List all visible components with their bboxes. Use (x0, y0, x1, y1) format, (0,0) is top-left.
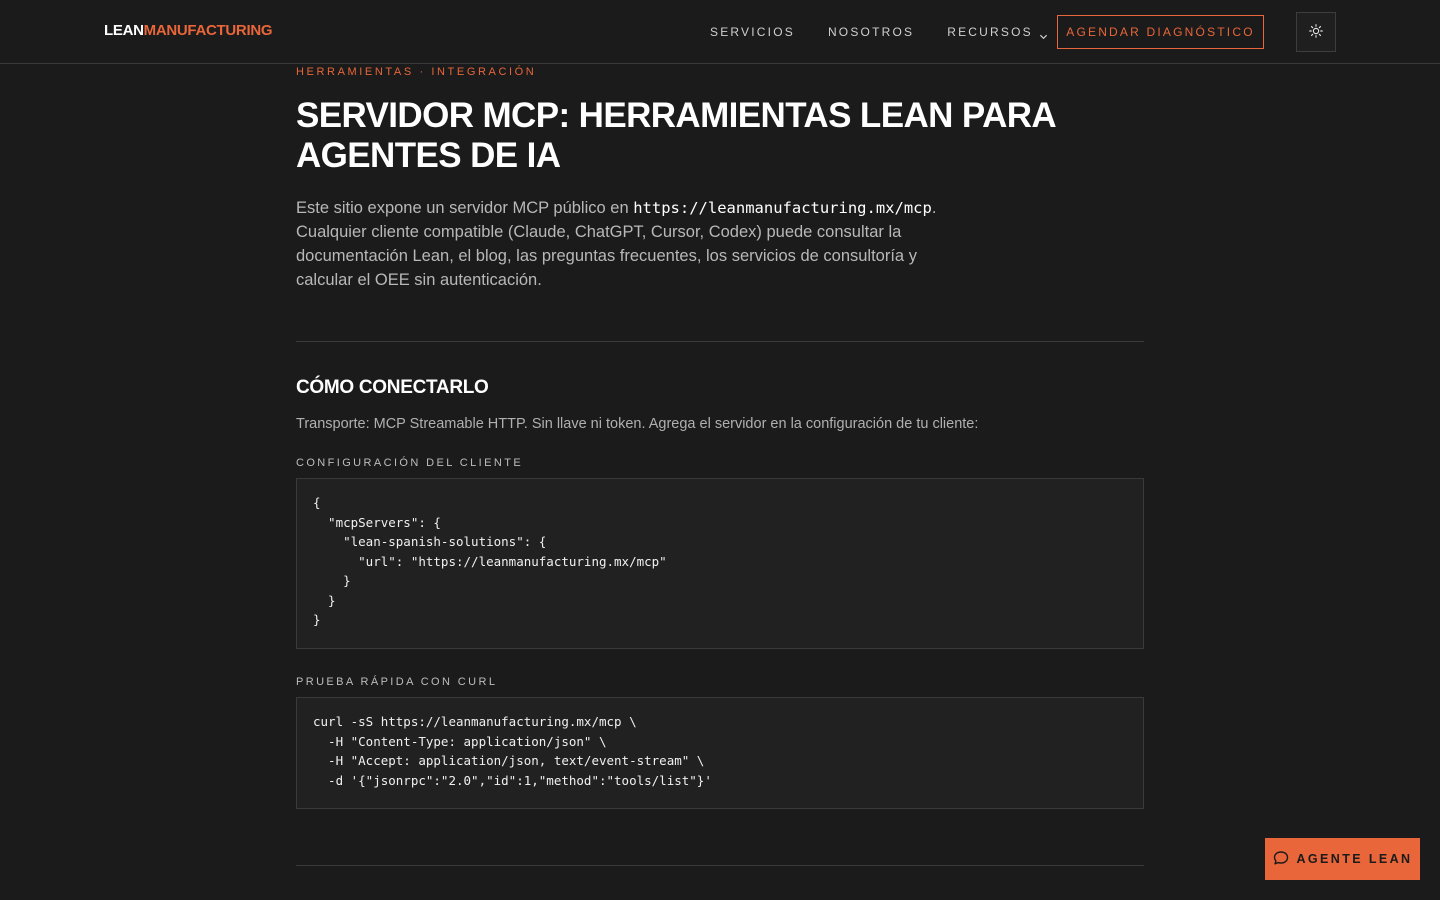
nav-item-recursos[interactable] (947, 23, 1048, 41)
chat-bubble-icon (1273, 850, 1289, 869)
section-divider-bottom (296, 865, 1144, 866)
nav-item-label: RECURSOS (947, 25, 1033, 39)
logo-text-manufacturing: MANUFACTURING (143, 22, 273, 39)
curl-code-block[interactable]: curl -sS https://leanmanufacturing.mx/mcp \ -H "Content-Type: application/json" \ -H "Accept: application/json, text/event-stream" \ -d '{"jsonrpc":"2.0","id":1,"method":"tools/list"}' (296, 697, 1144, 809)
section-heading: CÓMO CONECTARLO (296, 377, 489, 398)
section-divider (296, 341, 1144, 342)
nav-item-nosotros[interactable] (828, 23, 914, 41)
page-title: SERVIDOR MCP: HERRAMIENTAS LEAN PARA AGENTES DE IA (296, 96, 1055, 175)
nav-item-label: NOSOTROS (827, 25, 915, 39)
section-description: Transporte: MCP Streamable HTTP. Sin llave ni token. Agrega el servidor en la configuración de tu cliente: (296, 416, 979, 432)
config-code-label: CONFIGURACIÓN DEL CLIENTE (296, 457, 524, 469)
sun-icon (1309, 23, 1323, 42)
site-header (0, 0, 1440, 64)
logo-text-lean: LEAN (104, 22, 144, 39)
theme-toggle-button[interactable] (1296, 12, 1336, 52)
page-eyebrow: HERRAMIENTAS · INTEGRACIÓN (296, 66, 537, 78)
nav-item-servicios[interactable] (710, 23, 795, 41)
intro-text-start: Este sitio expone un servidor MCP público en (296, 199, 634, 217)
main-nav (710, 23, 1081, 41)
intro-paragraph (296, 196, 956, 292)
curl-code-label: PRUEBA RÁPIDA CON CURL (296, 676, 498, 688)
mcp-url: https://leanmanufacturing.mx/mcp (633, 199, 932, 217)
intro-text-end: . Cualquier cliente compatible (Claude, ChatGPT, Cursor, Codex) puede consultar la documentación Lean, el blog, las preguntas frecuentes, los servicios de consultoría y calcular el OEE sin autenticación. (296, 199, 937, 289)
config-code-block[interactable]: { "mcpServers": { "lean-spanish-solutions": { "url": "https://leanmanufacturing.mx/mcp" } } } (296, 478, 1144, 649)
lean-agent-button[interactable] (1265, 838, 1420, 880)
nav-item-label: SERVICIOS (710, 25, 795, 39)
chevron-down-icon (1039, 28, 1048, 37)
schedule-diagnosis-button[interactable]: AGENDAR DIAGNÓSTICO (1057, 15, 1264, 49)
lean-agent-label: AGENTE LEAN (1296, 852, 1413, 866)
site-logo[interactable] (104, 21, 272, 41)
